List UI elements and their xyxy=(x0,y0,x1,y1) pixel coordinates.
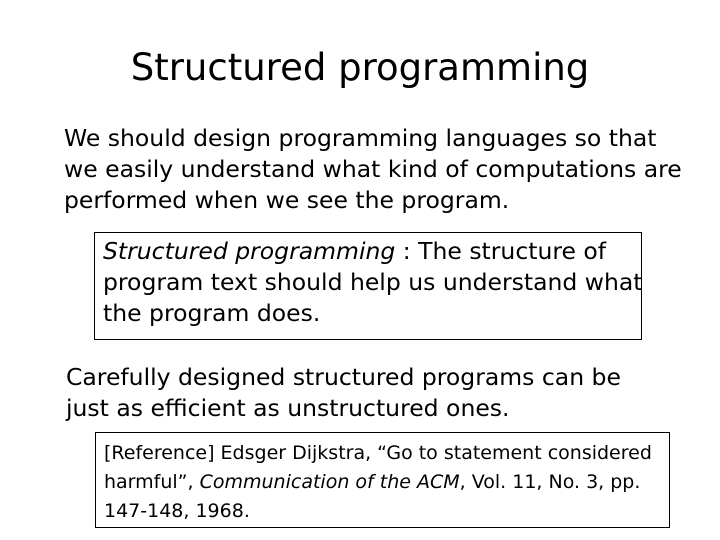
reference-text: , Vol. 11, No. 3, pp. xyxy=(459,471,641,493)
reference-line: 147-148, 1968. xyxy=(104,500,250,522)
definition-box xyxy=(94,232,642,340)
definition-line xyxy=(103,236,641,267)
definition-separator: : xyxy=(395,237,419,265)
slide-title: Structured programming xyxy=(130,46,590,89)
efficiency-paragraph xyxy=(66,362,621,424)
definition-line: the program does. xyxy=(103,299,321,327)
reference-journal: Communication of the ACM xyxy=(199,471,460,493)
efficiency-line: just as efficient as unstructured ones. xyxy=(66,394,510,422)
intro-line: we easily understand what kind of computations are xyxy=(64,155,682,183)
definition-term: Structured programming xyxy=(103,237,396,265)
reference-line: [Reference] Edsger Dijkstra, “Go to statement considered xyxy=(104,442,652,464)
reference-box xyxy=(95,432,670,528)
reference-text: harmful”, xyxy=(104,471,200,493)
intro-line: We should design programming languages so that xyxy=(64,124,657,152)
intro-paragraph xyxy=(64,123,682,216)
intro-line: performed when we see the program. xyxy=(64,186,510,214)
definition-text: The structure of xyxy=(418,237,607,265)
definition-line: program text should help us understand what xyxy=(103,268,643,296)
efficiency-line: Carefully designed structured programs can be xyxy=(66,363,621,391)
reference-line xyxy=(104,468,669,497)
